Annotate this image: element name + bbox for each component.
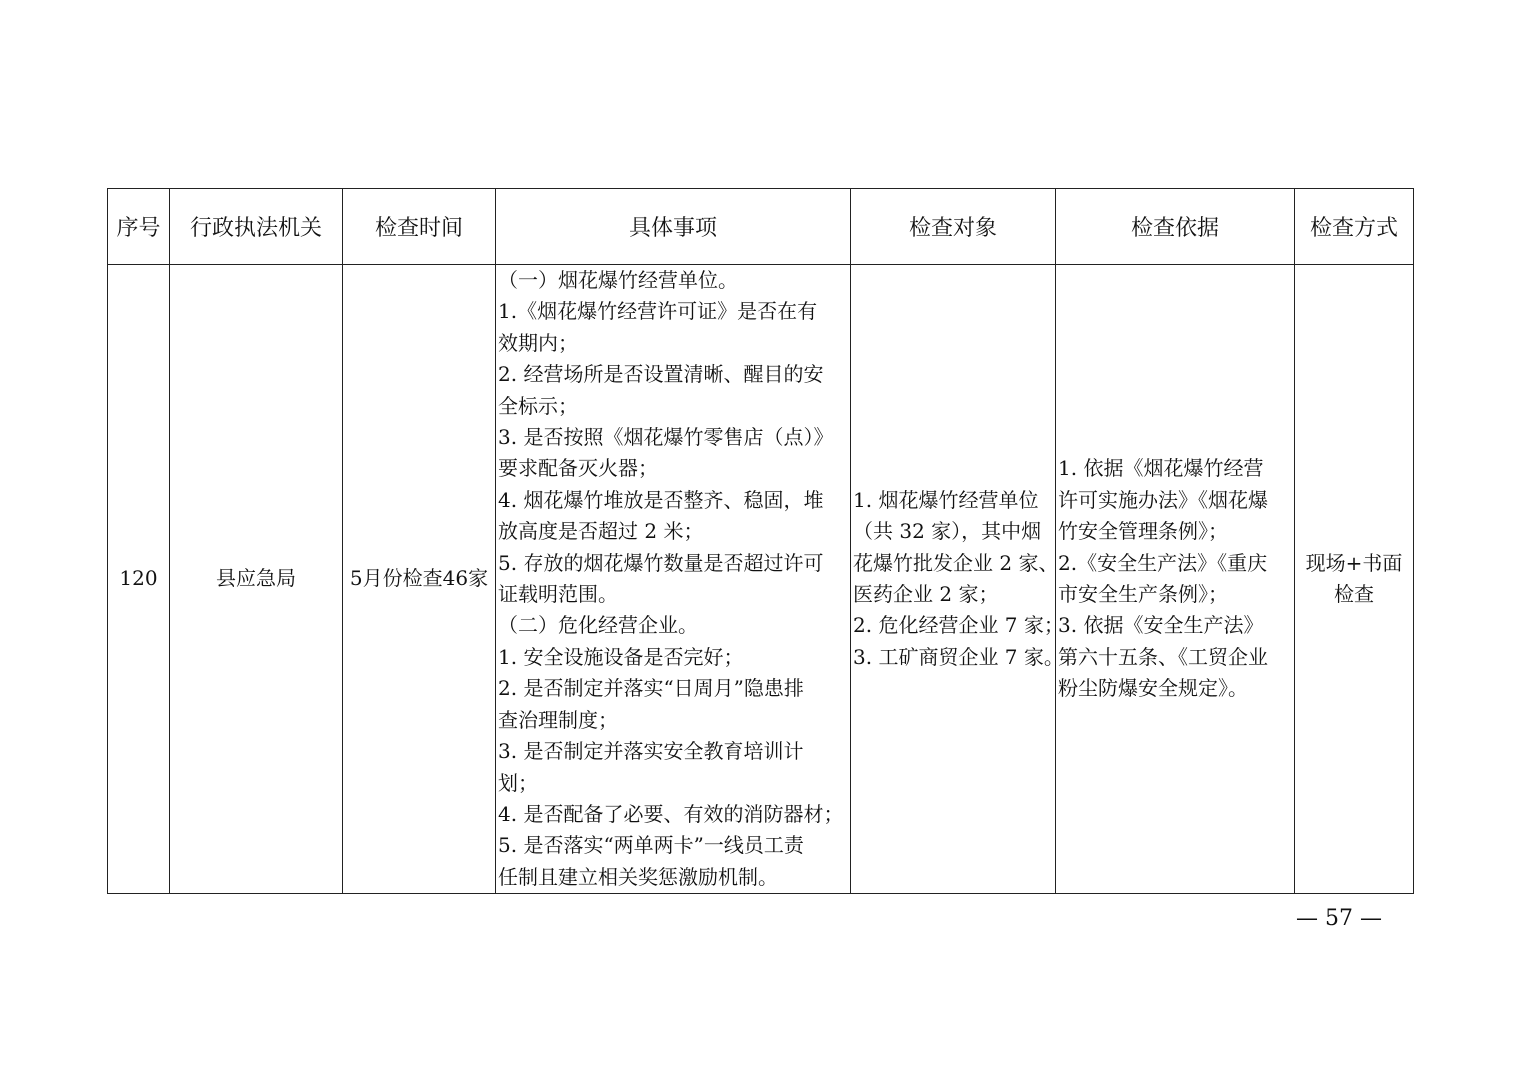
item-line: 5. 是否落实“两单两卡”一线员工责: [498, 833, 804, 858]
item-line: 要求配备灭火器；: [498, 456, 658, 481]
inspection-table: [107, 188, 1414, 894]
targets-list: [851, 485, 1064, 673]
header-targets: 检查对象: [851, 189, 1056, 265]
cell-seq: 120: [108, 265, 170, 894]
item-line: 3. 是否制定并落实安全教育培训计: [498, 739, 804, 764]
target-line: 3. 工矿商贸企业 7 家。: [853, 644, 1064, 669]
item-line: 1. 安全设施设备是否完好；: [498, 644, 744, 669]
target-line: 医药企业 2 家；: [853, 582, 999, 607]
method-line: 检查: [1334, 582, 1374, 607]
header-items: 具体事项: [496, 189, 851, 265]
method-line: 现场+书面: [1305, 550, 1403, 575]
header-agency: 行政执法机关: [170, 189, 343, 265]
item-line: 全标示；: [498, 393, 578, 418]
basis-line: 第六十五条、《工贸企业: [1058, 644, 1268, 669]
basis-line: 2.《安全生产法》《重庆: [1058, 550, 1268, 575]
item-line: 4. 是否配备了必要、有效的消防器材；: [498, 801, 844, 826]
item-line: 放高度是否超过 2 米；: [498, 519, 704, 544]
cell-items: [496, 265, 851, 894]
item-line: （二）危化经营企业。: [498, 613, 698, 638]
item-line: 划；: [498, 770, 538, 795]
basis-line: 1. 依据《烟花爆竹经营: [1058, 456, 1264, 481]
header-method: 检查方式: [1295, 189, 1414, 265]
header-seq: 序号: [108, 189, 170, 265]
items-list: [496, 265, 850, 893]
item-line: （一）烟花爆竹经营单位。: [498, 268, 738, 292]
header-time: 检查时间: [343, 189, 496, 265]
page-number: — 57 —: [1296, 906, 1382, 931]
method-list: [1295, 548, 1413, 611]
cell-basis: [1056, 265, 1295, 894]
item-line: 任制且建立相关奖惩激励机制。: [498, 864, 778, 889]
item-line: 查治理制度；: [498, 707, 618, 732]
target-line: 1. 烟花爆竹经营单位: [853, 487, 1039, 512]
cell-agency: 县应急局: [170, 265, 343, 894]
basis-list: [1056, 453, 1294, 704]
inspection-table-container: [107, 188, 1413, 894]
item-line: 证载明范围。: [498, 582, 618, 607]
table-row: [108, 265, 1414, 894]
item-line: 1.《烟花爆竹经营许可证》是否在有: [498, 299, 818, 324]
basis-line: 许可实施办法》《烟花爆: [1058, 487, 1268, 512]
cell-method: [1295, 265, 1414, 894]
item-line: 3. 是否按照《烟花爆竹零售店（点）》: [498, 425, 834, 450]
item-line: 2. 经营场所是否设置清晰、醒目的安: [498, 362, 824, 387]
item-line: 5. 存放的烟花爆竹数量是否超过许可: [498, 550, 824, 575]
cell-time: 5月份检查46家: [343, 265, 496, 894]
target-line: 花爆竹批发企业 2 家、: [853, 550, 1059, 575]
item-line: 2. 是否制定并落实“日周月”隐患排: [498, 676, 804, 701]
target-line: 2. 危化经营企业 7 家；: [853, 613, 1064, 638]
basis-line: 市安全生产条例》；: [1058, 582, 1228, 607]
basis-line: 粉尘防爆安全规定》。: [1058, 676, 1248, 701]
cell-targets: [851, 265, 1064, 894]
target-line: （共 32 家），其中烟: [853, 519, 1042, 544]
basis-line: 3. 依据《安全生产法》: [1058, 613, 1264, 638]
basis-line: 竹安全管理条例》；: [1058, 519, 1228, 544]
item-line: 4. 烟花爆竹堆放是否整齐、稳固，堆: [498, 487, 824, 512]
item-line: 效期内；: [498, 330, 578, 355]
table-header-row: [108, 189, 1414, 265]
header-basis: 检查依据: [1056, 189, 1295, 265]
